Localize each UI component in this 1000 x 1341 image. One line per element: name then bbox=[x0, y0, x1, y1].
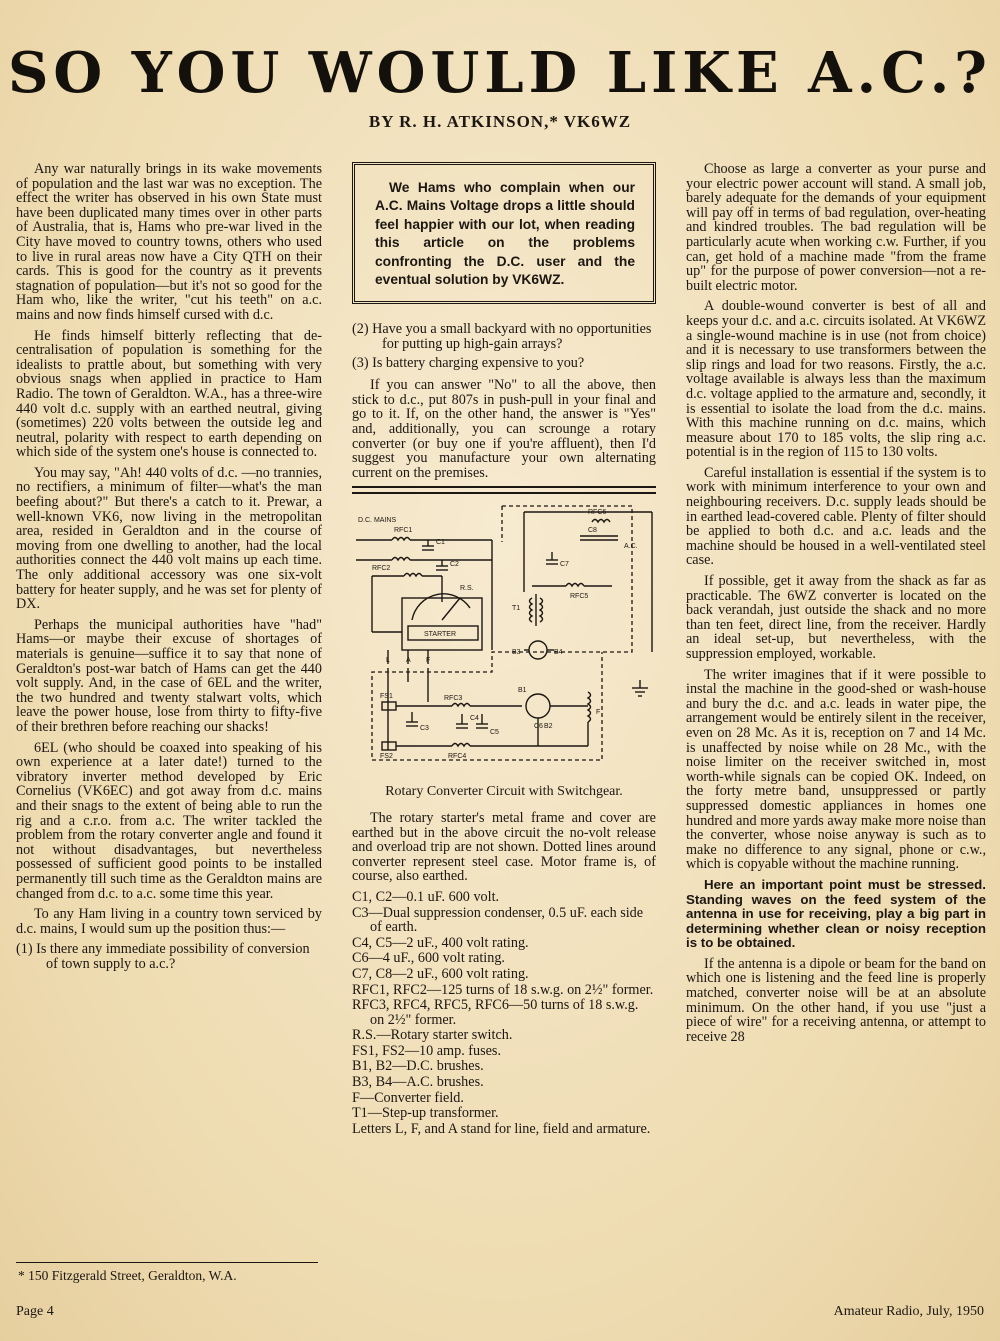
intro-box-text: We Hams who complain when our A.C. Mains Voltage drops a little should feel happier with our lot, when reading this article on the problems confronting the D.C. user and the eventual solution by VK6WZ. bbox=[375, 180, 635, 288]
legend-item: C1, C2—0.1 uF. 600 volt. bbox=[352, 888, 500, 905]
column-1 bbox=[16, 162, 322, 975]
paragraph: The rotary starter's metal frame and cover are earthed but in the above circuit the no-volt release and overload trip are not shown. Dotted lines around converter represent steel case. Motor frame is, of course, also earthed. bbox=[352, 809, 656, 885]
label-c4: C4 bbox=[470, 715, 479, 723]
legend-item: T1—Step-up transformer. bbox=[352, 1105, 499, 1122]
article-byline: BY R. H. ATKINSON,* VK6WZ bbox=[368, 112, 632, 131]
component-legend bbox=[352, 890, 656, 1137]
paragraph: If you can answer "No" to all the above, then stick to d.c., put 807s in push-pull in your final and go to it. If, on the other hand, the answer is "Yes" and, additionally, you can scrounge a rotary converter (or buy one if you're affluent), then I'd suggest you manufacture your own alternating current on the premises. bbox=[352, 377, 656, 481]
circuit-diagram bbox=[352, 502, 656, 776]
label-fs1: FS1 bbox=[380, 693, 393, 701]
legend-item: C7, C8—2 uF., 600 volt rating. bbox=[352, 965, 529, 982]
label-rfc4: RFC4 bbox=[448, 753, 467, 761]
circuit-schematic bbox=[352, 502, 656, 772]
label-l: L bbox=[386, 657, 390, 665]
label-c6: C6 bbox=[534, 723, 543, 731]
paragraph: A double-wound converter is best of all and keeps your d.c. and a.c. circuits isolated. At VK6WZ a single-wound machine is in use (not from choice) and it is necessary to use transformers between the slip rings and load for two reasons. Firstly, the a.c. voltage available is always less than the maximum d.c. voltage applied to the armature and, secondly, it is essential to isolate the load from the d.c. mains. With this machine running on d.c. mains, which measure about 170 to 185 volts, the slip ring a.c. potential is in the region of 115 to 130 volts. bbox=[686, 298, 986, 461]
label-b4: B4 bbox=[554, 649, 563, 657]
publication-footer: Amateur Radio, July, 1950 bbox=[833, 1304, 984, 1319]
label-c5: C5 bbox=[490, 729, 499, 737]
question-3: (3) Is battery charging expensive to you? bbox=[352, 354, 585, 371]
legend-item: R.S.—Rotary starter switch. bbox=[352, 1027, 513, 1044]
legend-item: C3—Dual suppression condenser, 0.5 uF. each side of earth. bbox=[352, 904, 644, 936]
label-b1: B1 bbox=[518, 687, 527, 695]
paragraph: If the antenna is a dipole or beam for the band on which one is listening and the feed line is properly matched, converter noise will be at an absolute minimum. On the other hand, if you use "just a piece of wire" for a receiving antenna, or attempt to receive 28 bbox=[686, 955, 986, 1045]
legend-item: C6—4 uF., 600 volt rating. bbox=[352, 950, 505, 967]
diagram-caption: Rotary Converter Circuit with Switchgear. bbox=[385, 783, 623, 799]
paragraph: You may say, "Ah! 440 volts of d.c. —no trannies, no rectifiers, a minimum of filter—what's the man beefing about?" But there's a catch to it. Prewar, a well-known VK6, now living in the metropolitan area, resided in Geraldton and in the course of moving from one dwelling to another, had the local authorities connect the 440 volt mains up each time. The only additional accessory was one six-volt battery for heater supply, and he was set for plenty of DX. bbox=[16, 464, 322, 613]
emphasis-paragraph: Here an important point must be stressed. Standing waves on the feed system of the antenna in use for receiving, play a big part in determining whether clean or noisy reception is to be obtained. bbox=[686, 876, 986, 951]
article-title: SO YOU WOULD LIKE A.C.? bbox=[7, 40, 992, 106]
label-b2: B2 bbox=[544, 723, 553, 731]
label-fs2: FS2 bbox=[380, 753, 393, 761]
label-b3: B3 bbox=[512, 649, 521, 657]
label-a: A bbox=[406, 657, 411, 665]
label-c8: C8 bbox=[588, 527, 597, 535]
paragraph: Choose as large a converter as your purse and your electric power account will stand. A small job, barely adequate for the demands of your equipment will pay off in terms of bad regulation, over-heating and kindred troubles. The bad regulation will be particularly acute when working c.w. Further, if you can, get hold of a machine made "from the frame up" for the purpose of power conversion—not a re-built electric motor. bbox=[686, 161, 986, 294]
paragraph: Careful installation is essential if the system is to work with minimum interference to your own and neighbouring receivers. D.c. supply leads should be in earthed lead-covered cable. Plenty of filter should be applied to both d.c. and a.c. leads and the machine should be housed in a well-ventilated steel case. bbox=[686, 464, 986, 569]
paragraph: 6EL (who should be coaxed into speaking of his own experience at a later date!) turned to the vibratory inverter method developed by Eric Cornelius (VK6EC) and got away from d.c. mains and their snags to the extent of being able to run the rig and a c.r.o. from a.c. The writer tackled the problem from the rotary converter angle and found it not without disadvantages, but nevertheless possessed of sufficient good points to be installed permanently till such time as the Geraldton mains are changed from d.c. to a.c. some time this year. bbox=[16, 739, 322, 902]
label-t1: T1 bbox=[512, 605, 521, 613]
label-c7: C7 bbox=[560, 561, 569, 569]
question-1: (1) Is there any immediate possibility of conversion of town supply to a.c.? bbox=[16, 941, 310, 972]
footnote: * 150 Fitzgerald Street, Geraldton, W.A. bbox=[18, 1268, 237, 1283]
legend-item: Letters L, F, and A stand for line, field and armature. bbox=[352, 1120, 651, 1137]
intro-box bbox=[352, 162, 656, 304]
label-rfc6: RFC6 bbox=[588, 509, 607, 517]
legend-item: B1, B2—D.C. brushes. bbox=[352, 1058, 484, 1075]
label-rfc1: RFC1 bbox=[394, 527, 413, 535]
column-3 bbox=[686, 162, 986, 1050]
legend-item: RFC1, RFC2—125 turns of 18 s.w.g. on 2½" former. bbox=[352, 981, 654, 998]
column-2 bbox=[352, 162, 656, 1137]
label-rfc5: RFC5 bbox=[570, 593, 589, 601]
question-2: (2) Have you a small backyard with no opportunities for putting up high-gain arrays? bbox=[352, 321, 652, 353]
paragraph: He finds himself bitterly reflecting that de-centralisation of population is something for the idealists to prattle about, but something with very obvious snags when applied in practice to Ham Radio. The town of Geraldton. W.A., has a three-wire 440 volt d.c. supply with an earthed neutral, giving (sometimes) 220 volts between the outside leg and neutral, polarity with respect to earth depending on which side of the system one's house is connected to. bbox=[16, 327, 322, 461]
label-c2: C2 bbox=[450, 561, 459, 569]
paragraph: Any war naturally brings in its wake movements of population and the last war was no exception. The effect the writer has observed in his own State must have been duplicated many times over in other parts of Australia, that is, Hams who pre-war lived in the City have moved to country towns, others who used to live in rural areas now have a City QTH on their cards. This is good for the country as it prevents stagnation of population—but it's not so good for the Ham who, like the writer, "cut his teeth" on a.c. mains and now finds himself cursed with d.c. bbox=[16, 161, 322, 323]
label-rfc2: RFC2 bbox=[372, 565, 391, 573]
legend-item: FS1, FS2—10 amp. fuses. bbox=[352, 1042, 501, 1059]
label-ac: A.C. bbox=[624, 543, 638, 551]
legend-item: RFC3, RFC4, RFC5, RFC6—50 turns of 18 s.w.g. on 2½" former. bbox=[352, 997, 639, 1028]
label-c1: C1 bbox=[436, 539, 445, 547]
paragraph: To any Ham living in a country town serviced by d.c. mains, I would sum up the position thus:— bbox=[16, 906, 322, 937]
page-number: Page 4 bbox=[16, 1304, 54, 1319]
legend-item: C4, C5—2 uF., 400 volt rating. bbox=[352, 934, 529, 951]
paragraph: If possible, get it away from the shack as far as practicable. The 6WZ converter is located on the back verandah, just outside the shack and no more than ten feet, direct line, from the receiver. Hardly an ideal set-up, but nevertheless, with the suppression employed, workable. bbox=[686, 573, 986, 662]
footnote-divider bbox=[16, 1262, 318, 1263]
label-rfc3: RFC3 bbox=[444, 695, 463, 703]
paragraph: The writer imagines that if it were possible to instal the machine in the good-shed or wash-house and bury the d.c. and a.c. leads in water pipe, the arrangement would be entirely silent in the receiver, even on 28 Mc. As it is, reception on 7 and 14 Mc. is unaffected by noise while on 28 Mc., with the noise limiter on the receiver switched in, most worth-while signals can be copied OK. Indeed, on the forty metre band, unsuppressed or partly suppressed domestic appliances in homes one hundred and more yards away make more noise than the converter, whose noise anyway is such as to make no difference to any signal, phone or c.w., which is copyable without the machine running. bbox=[686, 666, 986, 873]
label-f-field: F bbox=[596, 709, 601, 717]
legend-item: B3, B4—A.C. brushes. bbox=[352, 1074, 484, 1091]
divider bbox=[352, 492, 656, 494]
label-dc-mains: D.C. MAINS bbox=[358, 517, 397, 525]
legend-item: F—Converter field. bbox=[352, 1089, 464, 1106]
label-rs: R.S. bbox=[460, 585, 474, 593]
divider bbox=[352, 486, 656, 488]
label-starter: STARTER bbox=[424, 631, 457, 639]
paragraph: Perhaps the municipal authorities have "had" Hams—or maybe their excuse of shortages of materials is genuine—suffice it to say that none of Geraldton's post-war batch of Hams can get the 440 volt supply. And, in the case of 6EL and the writer, the two hundred and twenty stalwart volts, which leave the power house, lose from thirty to fifty-five of their brethren before reaching our shacks! bbox=[16, 616, 322, 735]
label-c3: C3 bbox=[420, 725, 429, 733]
label-f: F bbox=[426, 657, 431, 665]
